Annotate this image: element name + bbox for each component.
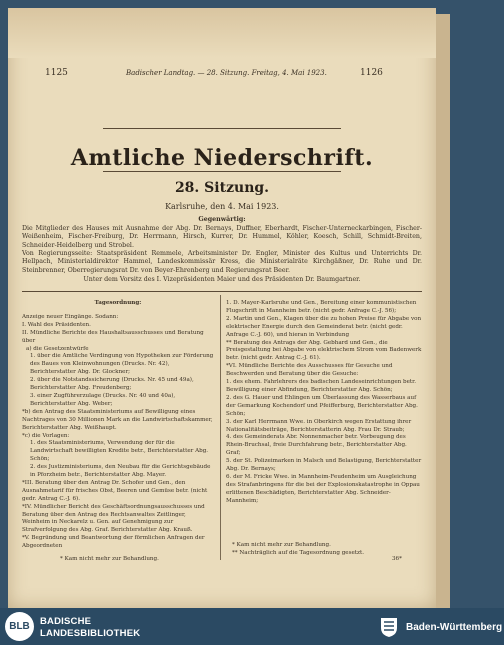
agenda-item: ** Beratung des Antrags der Abg. Gebhard und Gen., die Preisgestaltung bei Abgabe von elektrischem Strom vom Badenwerk betr. (nicht gedr. Antrag C.-J. 61).	[226, 339, 422, 362]
present-heading: Gegenwärtig:	[198, 216, 246, 223]
agenda-item: *c) die Vorlagen:	[22, 432, 70, 439]
agenda-item: a) die Gesetzentwürfe	[26, 345, 89, 352]
blb-logo[interactable]: BLB	[5, 612, 34, 641]
agenda-item: 5. der St. Polizeimarken in Malsch und Belastigung, Berichterstatter Abg. Dr. Bernays;	[226, 458, 422, 473]
agenda-item: 1. des ehem. Fahrlehrers des badischen Landeseinrichtungen betr. Bewilligung einer Abfindung, Berichterstatter Abg. Schön;	[226, 379, 416, 393]
agenda-item: 2. des G. Hauer und Ehlingen um Überlassung des Wasserbaus auf der Gemarkung Kochendorf und Pfeifferburg, Berichterstatter Abg. Schön;	[226, 394, 418, 417]
present-members: Die Mitglieder des Hauses mit Ausnahme der Abg. Dr. Bernays, Duffner, Eberhardt, Fischer-Unterneckarbingen, Fischer-Weißenheim, Fischer-Freiburg, Dr. Herrmann, Hirsch, Kurrer, Dr. Hummel, Köhler, Koesch, Schill, Schmidt-Breiten, Schneider-Heidelberg und Strobel.	[22, 225, 422, 249]
book-edge	[436, 14, 450, 608]
agenda-item: 2. Martin und Gen., Klagen über die zu hohen Preise für Abgabe von elektrischer Energie durch den Gemeinderat betr. (nicht gedr. Anfrage C.-J. 60), und hieran in Verbindung	[226, 315, 422, 338]
session-number: 28. Sitzung.	[174, 180, 270, 196]
agenda-item: 3. einer Zugführerzulage (Drucks. Nr. 40 und 40a), Berichterstatter Abg. Weber;	[30, 392, 176, 407]
agenda-item: 2. über die Notstandssicherung (Drucks. Nr. 45 und 49a), Berichterstatter Abg. Freudenberg;	[30, 377, 194, 392]
agenda-heading: Tagesordnung:	[94, 300, 142, 306]
running-title: Badischer Landtag. — 28. Sitzung. Freitag, 4. Mai 1923.	[126, 69, 327, 77]
agenda-item: I. Wahl des Präsidenten.	[22, 321, 91, 328]
agenda-item: 1. über die Amtliche Verdingung von Hypotheken zur Förderung des Baues von Kleinwohnungen (Drucks. Nr. 42), Berichterstatter Abg. Dr. Glockner;	[30, 353, 214, 376]
government-representatives: Von Regierungsseite: Staatspräsident Remmele, Arbeitsminister Dr. Engler, Minister des Kultus und Unterrichts Dr. Hellpach, Ministerialdirektor Hammel, Landeskommissär Kress, die Ministerialräte Kirchgäßner, Dr. Ruhe und Dr. Steinbrenner, Oberregierungsrat Dr. von Beyer-Ehrenberg und Regierungsrat Beer.	[22, 250, 422, 274]
agenda-item: 4. des Gemeinderats Abr. Nonnenmacher betr. Vorbeugung des Rhein-Bruchsal, freie Durchfahrung betr., Berichterstatter Abg. Graf;	[226, 434, 407, 457]
agenda-item: 1. D. Mayer-Karlsruhe und Gen., Bereitung einer kommunistischen Flugschrift in Mannheim betr. (nicht gedr. Anfrage C.-J. 56);	[226, 300, 417, 314]
agenda-left-column	[22, 300, 214, 551]
chair-line: Unter dem Vorsitz des I. Vizepräsidenten Maier und des Präsidenten Dr. Baumgartner.	[83, 276, 361, 283]
agenda-item: *V. Begründung und Beantwortung der förmlichen Anfragen der Abgeordneten	[22, 535, 205, 550]
date-line: Karlsruhe, den 4. Mai 1923.	[165, 202, 279, 211]
agenda-rule	[22, 291, 422, 292]
document-title: Amtliche Niederschrift.	[70, 145, 374, 171]
library-banner	[0, 608, 504, 645]
agenda-item: 3. der Karl Herrmann Wwe. in Oberkirch wegen Erstattung ihrer Nationalitätsbeiträge, Berichterstatterin Abg. Frau Dr. Straub;	[226, 418, 412, 433]
agenda-item: *VI. Mündliche Berichte des Ausschusses für Gesuche und Beschwerden und Beratung über die Gesuche:	[226, 363, 393, 378]
column-divider	[220, 295, 221, 560]
footnote-left: * Kam nicht mehr zur Behandlung.	[60, 556, 159, 562]
agenda-item: *IV. Mündlicher Bericht des Geschäftsordnungsausschusses und Beratung über den Antrag des Rechtsanwaltes Zeitlinger, Weinheim in Neckarelz u. Gen. auf Genehmigung zur Strafverfolgung des Abg. Graf. Berichterstatter Abg. Krauß.	[22, 503, 205, 534]
agenda-item: 6. der M. Fricke Wwe. in Mannheim-Feudenheim um Ausgleichung des Strafanbringens für die bei der Explosionskatastrophe in Oppau erlittenen Beschädigten, Berichterstatter Abg. Schneider-Mannheim;	[226, 473, 420, 504]
agenda-item: *b) den Antrag des Staatsministeriums auf Bewilligung eines Nachtrages von 30 Millionen Mark an die Landwirtschaftskammer, Berichterstatter Abg. Weißhaupt.	[22, 408, 213, 431]
footnote-right-1: * Kam nicht mehr zur Behandlung.	[232, 542, 331, 548]
coat-of-arms-icon	[379, 616, 399, 638]
agenda-item: Anzeige neuer Eingänge. Sodann:	[22, 313, 119, 320]
sheet-mark: 36*	[392, 556, 402, 562]
agenda-right-column	[226, 300, 422, 506]
book-page	[8, 8, 436, 608]
state-name[interactable]: Baden-Württemberg	[406, 622, 503, 633]
top-rule	[103, 128, 341, 129]
agenda-item: *III. Beratung über den Antrag Dr. Schofer und Gen., den Ausnahmetarif für frisches Obst, Beeren und Gemüse betr. (nicht gedr. Antrag C.-J. 6).	[22, 479, 208, 502]
title-rule	[103, 171, 341, 172]
agenda-item: 1. des Staatsministeriums, Verwendung der für die Landwirtschaft bewilligten Kredite betr., Berichterstatter Abg. Schön;	[30, 440, 209, 463]
library-name-line-1: BADISCHE	[40, 616, 92, 627]
right-page-number: 1126	[360, 68, 383, 78]
left-page-number: 1125	[45, 68, 68, 78]
agenda-item: 2. des Justizministeriums, den Neubau für die Gerichtsgebäude in Pforzheim betr., Berichterstatter Abg. Mayer.	[30, 464, 211, 479]
library-name-line-2: LANDESBIBLIOTHEK	[40, 628, 141, 639]
agenda-item: II. Mündliche Berichte des Haushaltsausschusses und Beratung über	[22, 329, 204, 344]
page-top-shadow	[8, 8, 436, 58]
footnote-right-2: ** Nachträglich auf die Tagesordnung gesetzt.	[232, 550, 364, 556]
